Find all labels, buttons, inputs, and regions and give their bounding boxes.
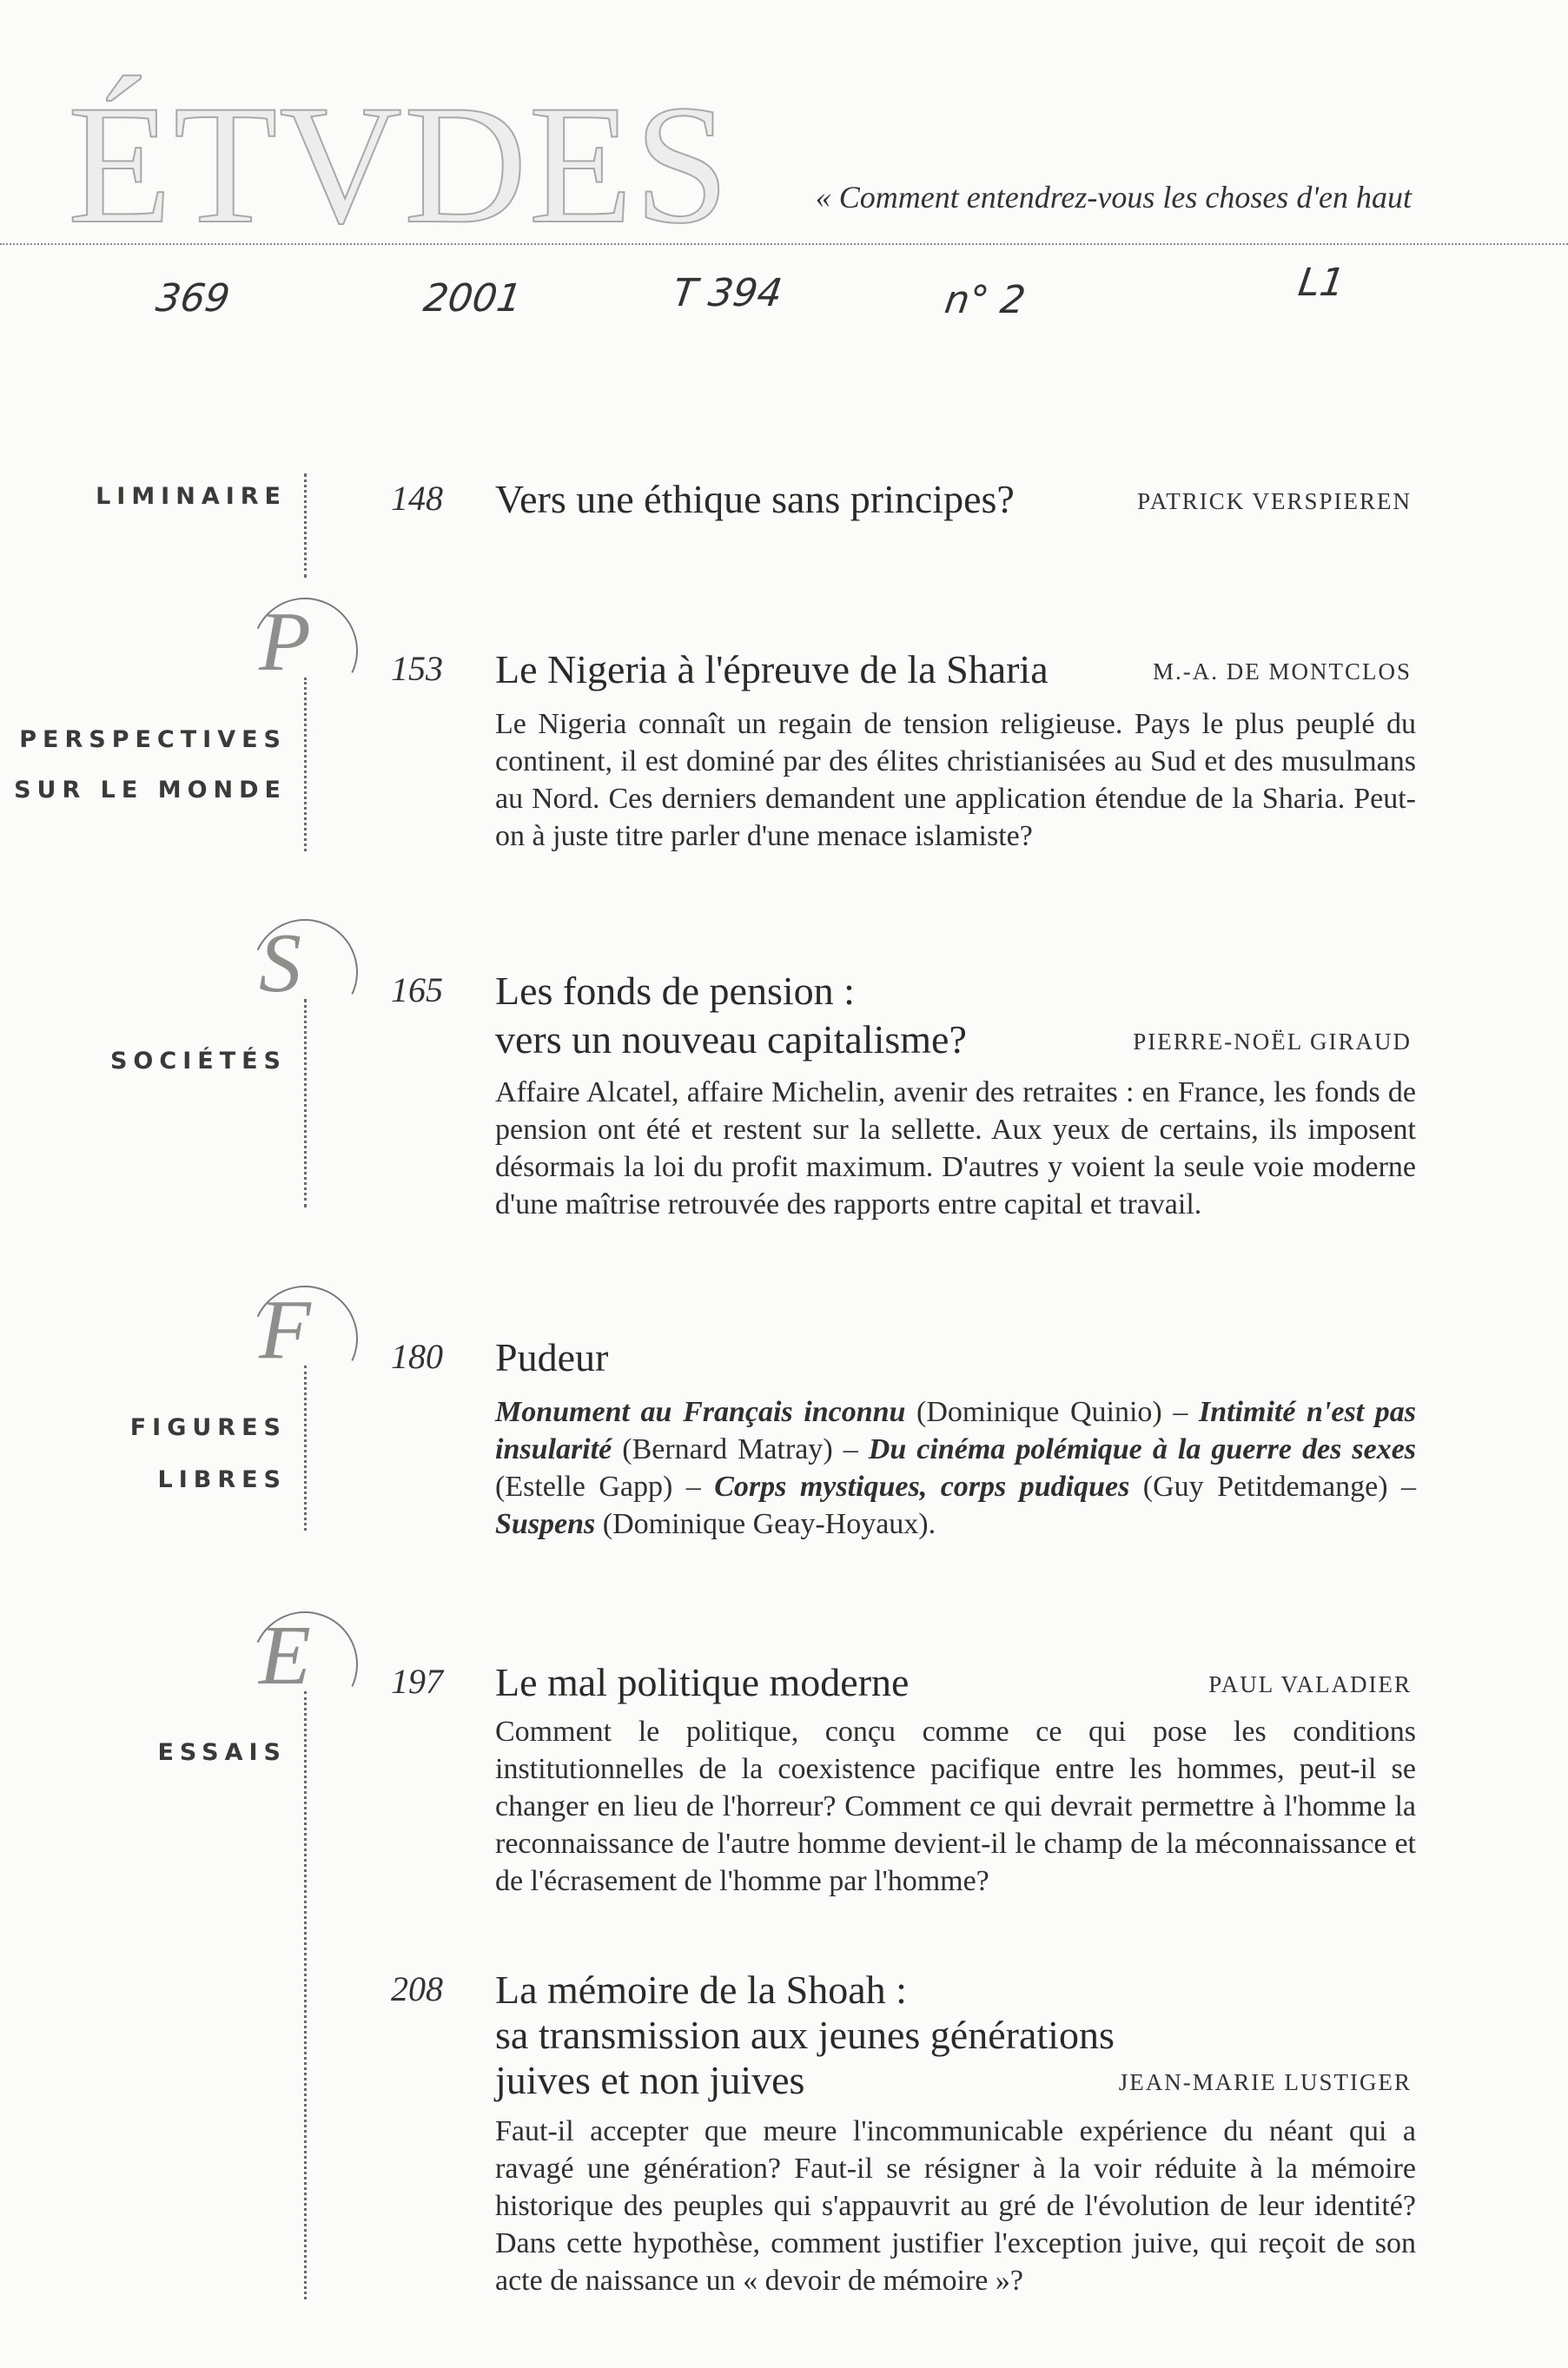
header-divider — [0, 243, 1568, 245]
article-title-line1: Les fonds de pension : — [495, 969, 855, 1013]
work-author: Dominique Geay-Hoyaux — [612, 1508, 919, 1540]
work-author: Guy Petitdemange — [1153, 1471, 1379, 1503]
article-author: M.-A. DE MONTCLOS — [1152, 658, 1412, 685]
article-title: Pudeur — [495, 1335, 609, 1379]
journal-motto: « Comment entendrez-vous les choses d'en haut — [815, 180, 1412, 215]
handwritten-shelf-mark: L1 — [1295, 261, 1348, 305]
section-letter-glyph: E — [259, 1609, 311, 1703]
section-label-perspectives-line2: SUR LE MONDE — [14, 777, 287, 804]
section-divider-essais — [304, 1691, 307, 2299]
work-title: Monument au Français inconnu — [495, 1396, 906, 1428]
article-abstract: Faut-il accepter que meure l'incommunicable expérience du néant qui a ravagé une génération? Faut-il se résigner à la voir réduite à la mémoire historique des peuples qui s'appauvrit au gré de l'évolution de leur identité? Dans cette hypothèse, comment justifier l'exception juive, qui reçoit de son acte de naissance un « devoir de mémoire »? — [495, 2115, 1416, 2297]
page-number: 197 — [391, 1662, 443, 1701]
article-title-line3: juives et non juives — [495, 2058, 805, 2102]
work-author: Dominique Quinio — [926, 1396, 1153, 1428]
section-label-perspectives-line1: PERSPECTIVES — [19, 726, 287, 753]
handwritten-volume: 369 — [153, 276, 233, 321]
work-title: Du cinéma polémique à la guerre des sexes — [868, 1433, 1417, 1465]
section-divider-liminaire — [304, 473, 307, 578]
article-abstract: Le Nigeria connaît un regain de tension religieuse. Pays le plus peuplé du continent, il est dominé par des élites christianisées au Sud et des musulmans au Nord. Ces derniers demandent une application étendue de la Sharia. Peut-on à juste titre parler d'une menace islamiste? — [495, 708, 1416, 852]
work-author: Estelle Gapp — [505, 1471, 663, 1503]
handwritten-year: 2001 — [420, 276, 525, 321]
article-title: Vers une éthique sans principes? — [495, 477, 1015, 521]
section-divider-figures — [304, 1366, 307, 1531]
section-label-liminaire: LIMINAIRE — [96, 483, 287, 510]
article-contents-list: Monument au Français inconnu (Dominique Quinio) – Intimité n'est pas insularité (Bernard Matray) – Du cinéma polémique à la guerre des sexes (Estelle Gapp) – Corps mystiques, corps pudiques (Guy Petitdemange) – Suspens (Dominique Geay-Hoyaux). — [495, 1396, 1417, 1540]
section-divider-societes — [304, 999, 307, 1207]
article-title: Le mal politique moderne — [495, 1660, 910, 1704]
journal-title: ÉTVDES — [68, 70, 731, 259]
article-author: JEAN-MARIE LUSTIGER — [1118, 2069, 1412, 2095]
section-label-figures: FIGURES LIBRES — [129, 1414, 287, 1493]
section-label-essais: ESSAIS — [157, 1739, 287, 1766]
page-number: 153 — [391, 649, 443, 688]
section-letter-glyph: F — [259, 1283, 311, 1377]
section-label-societes: SOCIÉTÉS — [109, 1048, 287, 1075]
article-author: PATRICK VERSPIEREN — [1137, 488, 1412, 514]
handwritten-number: n° 2 — [942, 278, 1029, 322]
article-title-line2: vers un nouveau capitalisme? — [495, 1017, 967, 1062]
article-title-line1: La mémoire de la Shoah : — [495, 1968, 907, 2012]
article-abstract: Comment le politique, conçu comme ce qui pose les conditions institutionnelles de la coexistence pacifique entre les hommes, peut-il se changer en lieu de l'horreur? Comment ce qui devrait permettre à l'homme la reconnaissance de l'autre homme devient-il le champ de la méconnaissance et de l'écrasement de l'homme par l'homme? — [495, 1716, 1416, 1897]
handwritten-tome: T 394 — [670, 271, 785, 315]
page-number: 180 — [391, 1337, 443, 1376]
article-author: PAUL VALADIER — [1208, 1671, 1412, 1697]
page-number: 165 — [391, 970, 443, 1009]
work-title: Suspens — [495, 1508, 596, 1540]
section-divider-perspectives — [304, 678, 307, 851]
page-number: 208 — [391, 1969, 443, 2008]
work-author: Bernard Matray — [632, 1433, 824, 1465]
work-title: Corps mystiques, corps pudiques — [714, 1471, 1130, 1503]
article-abstract: Affaire Alcatel, affaire Michelin, avenir des retraites : en France, les fonds de pension ont été et restent sur la sellette. Aux yeux de certains, ils imposent désormais la loi du profit maximum. D'autres y voient la seule voie moderne d'une maîtrise retrouvée des rapports entre capital et travail. — [495, 1076, 1416, 1220]
work-title: Intimité n'est pas insularité — [495, 1396, 1416, 1465]
section-letter-glyph: P — [259, 595, 311, 689]
section-letter-glyph: S — [259, 916, 301, 1010]
page-number: 148 — [391, 479, 443, 518]
article-author: PIERRE-NOËL GIRAUD — [1133, 1029, 1412, 1055]
article-title: Le Nigeria à l'épreuve de la Sharia — [495, 647, 1049, 691]
article-title-line2: sa transmission aux jeunes générations — [495, 2013, 1115, 2057]
